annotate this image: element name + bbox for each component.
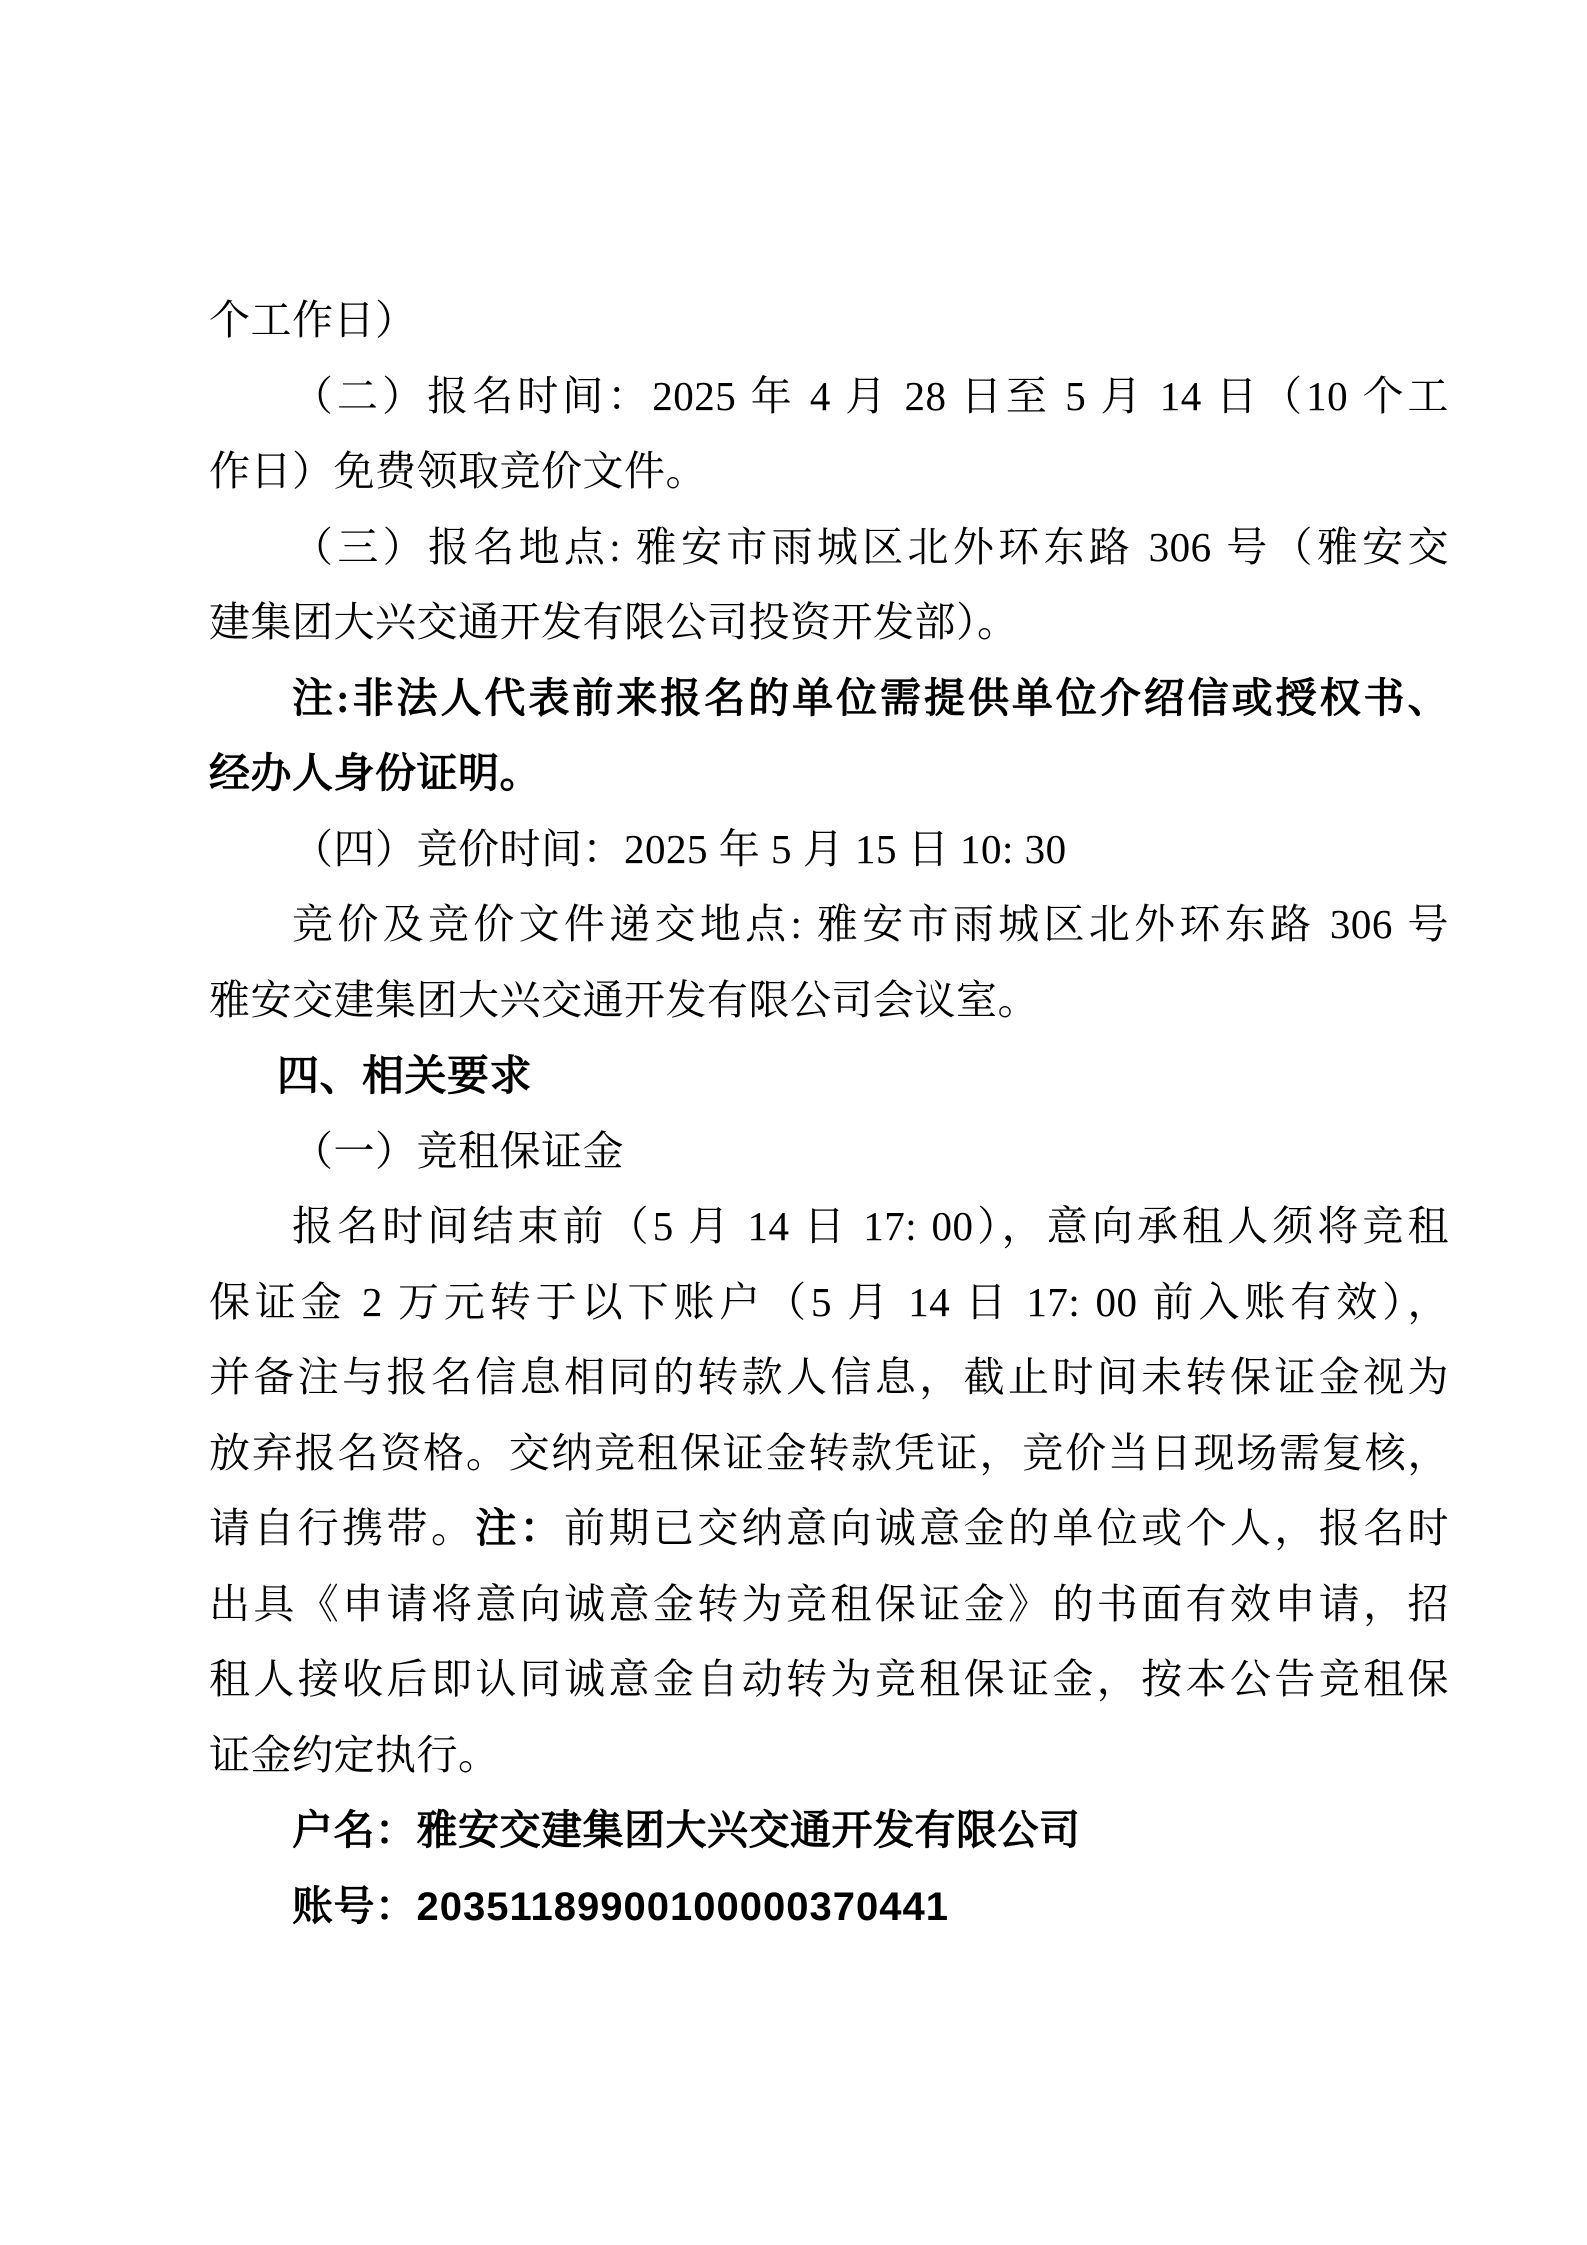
text-line: 证金约定执行。 [209, 1731, 500, 1778]
text-line: （一）竞租保证金 [292, 1127, 624, 1174]
text-line: 户名：雅安交建集团大兴交通开发有限公司 [292, 1807, 1081, 1853]
account-number-text: 20351189900100000370441 [416, 1884, 949, 1929]
text-line: 建集团大兴交通开发有限公司投资开发部）。 [209, 599, 1019, 645]
text-line [209, 1869, 1449, 1945]
text-line: 注:非法人代表前来报名的单位需提供单位介绍信或授权书、 [292, 674, 1449, 721]
text-line: 个工作日） [209, 297, 417, 343]
text-line: 作日）免费领取竞价文件。 [209, 448, 707, 494]
section-heading: 四、相关要求 [277, 1052, 533, 1099]
text-line: 经办人身份证明。 [209, 750, 541, 796]
document-text-block [209, 0, 1449, 2245]
text-line: 并备注与报名信息相同的转款人信息，截止时间未转保证金视为 [209, 1354, 1449, 1400]
text-line: （三）报名地点: 雅安市雨城区北外环东路 306 号（雅安交 [292, 523, 1449, 570]
text-segment: 前期已交纳意向诚意金的单位或个人，报名时 [564, 1505, 1450, 1551]
text-line: 竞价及竞价文件递交地点: 雅安市雨城区北外环东路 306 号 [292, 901, 1449, 947]
text-line: （二）报名时间：2025 年 4 月 28 日至 5 月 14 日（10 个工 [292, 372, 1449, 419]
text-line: 租人接收后即认同诚意金自动转为竞租保证金，按本公告竞租保 [209, 1656, 1449, 1702]
text-line: 雅安交建集团大兴交通开发有限公司会议室。 [209, 976, 1039, 1023]
text-line: 放弃报名资格。交纳竞租保证金转款凭证，竞价当日现场需复核， [209, 1429, 1449, 1476]
text-segment: 账号： [292, 1882, 417, 1929]
text-line: 报名时间结束前（5 月 14 日 17: 00），意向承租人须将竞租 [292, 1203, 1449, 1249]
text-segment: 请自行携带。 [209, 1505, 476, 1551]
text-segment: 注： [475, 1505, 565, 1551]
text-line: 保证金 2 万元转于以下账户（5 月 14 日 17: 00 前入账有效）， [209, 1278, 1449, 1325]
text-line [209, 1491, 1449, 1566]
text-line: 出具《申请将意向诚意金转为竞租保证金》的书面有效申请，招 [209, 1580, 1449, 1627]
text-line: （四）竞价时间：2025 年 5 月 15 日 10: 30 [292, 825, 1067, 872]
